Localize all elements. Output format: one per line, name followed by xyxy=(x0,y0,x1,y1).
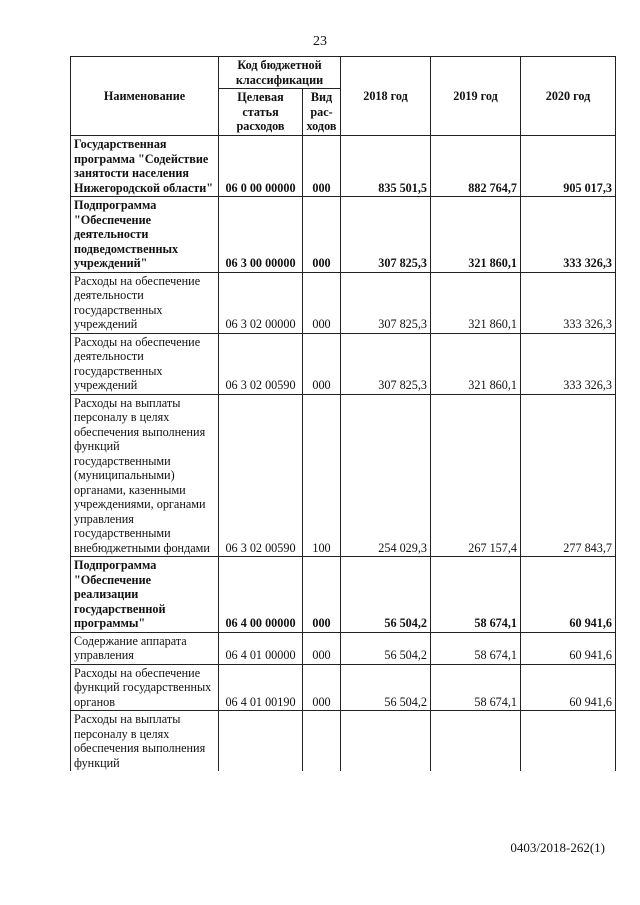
row-2019-cell: 58 674,1 xyxy=(431,664,521,711)
row-2020-cell: 333 326,3 xyxy=(521,197,616,273)
row-name-cell: Расходы на выплаты персоналу в целях обеспечения выполнения функций государственными (муниципальными) органами, казенными учреждениями, органами управления государственными внебюджетными фондами xyxy=(71,394,219,557)
table-header xyxy=(71,57,616,136)
table-row xyxy=(71,333,616,394)
row-target-code-cell: 06 4 00 00000 xyxy=(219,557,303,633)
row-target-code-cell: 06 4 01 00190 xyxy=(219,664,303,711)
row-2018-cell: 56 504,2 xyxy=(341,557,431,633)
row-target-code-cell: 06 3 00 00000 xyxy=(219,197,303,273)
row-name-cell: Расходы на выплаты персоналу в целях обеспечения выполнения функций xyxy=(71,711,219,772)
row-2018-cell: 307 825,3 xyxy=(341,333,431,394)
row-target-code-cell: 06 3 02 00590 xyxy=(219,333,303,394)
header-expense-type: Вид рас- ходов xyxy=(303,89,341,136)
row-name-cell: Подпрограмма "Обеспечение реализации государственной программы" xyxy=(71,557,219,633)
row-2019-cell: 58 674,1 xyxy=(431,632,521,664)
row-target-code-cell: 06 3 02 00590 xyxy=(219,394,303,557)
row-2020-cell: 60 941,6 xyxy=(521,632,616,664)
row-2019-cell: 321 860,1 xyxy=(431,272,521,333)
row-2020-cell: 905 017,3 xyxy=(521,136,616,197)
row-2018-cell: 56 504,2 xyxy=(341,664,431,711)
row-2019-cell: 267 157,4 xyxy=(431,394,521,557)
row-expense-type-cell xyxy=(303,711,341,772)
row-2020-cell xyxy=(521,711,616,772)
row-target-code-cell: 06 4 01 00000 xyxy=(219,632,303,664)
header-2018: 2018 год xyxy=(341,57,431,136)
row-expense-type-cell: 000 xyxy=(303,333,341,394)
document-footer-code: 0403/2018-262(1) xyxy=(510,840,605,855)
row-expense-type-cell: 000 xyxy=(303,664,341,711)
row-2020-cell: 277 843,7 xyxy=(521,394,616,557)
row-2018-cell: 307 825,3 xyxy=(341,272,431,333)
header-name: Наименование xyxy=(71,57,219,136)
table-row xyxy=(71,711,616,772)
row-2019-cell: 882 764,7 xyxy=(431,136,521,197)
table-row xyxy=(71,197,616,273)
row-2020-cell: 333 326,3 xyxy=(521,333,616,394)
table-row xyxy=(71,664,616,711)
row-target-code-cell: 06 0 00 00000 xyxy=(219,136,303,197)
row-2018-cell: 835 501,5 xyxy=(341,136,431,197)
table-row xyxy=(71,272,616,333)
header-code-group: Код бюджетной классификации xyxy=(219,57,341,89)
row-name-cell: Расходы на обеспечение деятельности государственных учреждений xyxy=(71,333,219,394)
table-body xyxy=(71,136,616,772)
row-name-cell: Подпрограмма "Обеспечение деятельности подведомственных учреждений" xyxy=(71,197,219,273)
table-row xyxy=(71,557,616,633)
row-2020-cell: 60 941,6 xyxy=(521,557,616,633)
row-2020-cell: 60 941,6 xyxy=(521,664,616,711)
row-expense-type-cell: 000 xyxy=(303,557,341,633)
page-number: 23 xyxy=(313,34,327,49)
row-2018-cell xyxy=(341,711,431,772)
row-expense-type-cell: 000 xyxy=(303,136,341,197)
row-2018-cell: 254 029,3 xyxy=(341,394,431,557)
row-2019-cell xyxy=(431,711,521,772)
row-expense-type-cell: 000 xyxy=(303,272,341,333)
row-target-code-cell: 06 3 02 00000 xyxy=(219,272,303,333)
table-row xyxy=(71,632,616,664)
row-expense-type-cell: 000 xyxy=(303,197,341,273)
row-name-cell: Расходы на обеспечение функций государственных органов xyxy=(71,664,219,711)
header-target-article: Целевая статья расходов xyxy=(219,89,303,136)
row-2019-cell: 58 674,1 xyxy=(431,557,521,633)
row-name-cell: Расходы на обеспечение деятельности государственных учреждений xyxy=(71,272,219,333)
row-2020-cell: 333 326,3 xyxy=(521,272,616,333)
header-2020: 2020 год xyxy=(521,57,616,136)
row-name-cell: Содержание аппарата управления xyxy=(71,632,219,664)
row-name-cell: Государственная программа "Содействие занятости населения Нижегородской области" xyxy=(71,136,219,197)
row-expense-type-cell: 000 xyxy=(303,632,341,664)
row-2018-cell: 307 825,3 xyxy=(341,197,431,273)
row-2019-cell: 321 860,1 xyxy=(431,197,521,273)
row-2019-cell: 321 860,1 xyxy=(431,333,521,394)
table-row xyxy=(71,136,616,197)
budget-table xyxy=(70,56,616,771)
row-target-code-cell xyxy=(219,711,303,772)
row-expense-type-cell: 100 xyxy=(303,394,341,557)
row-2018-cell: 56 504,2 xyxy=(341,632,431,664)
table-row xyxy=(71,394,616,557)
header-2019: 2019 год xyxy=(431,57,521,136)
